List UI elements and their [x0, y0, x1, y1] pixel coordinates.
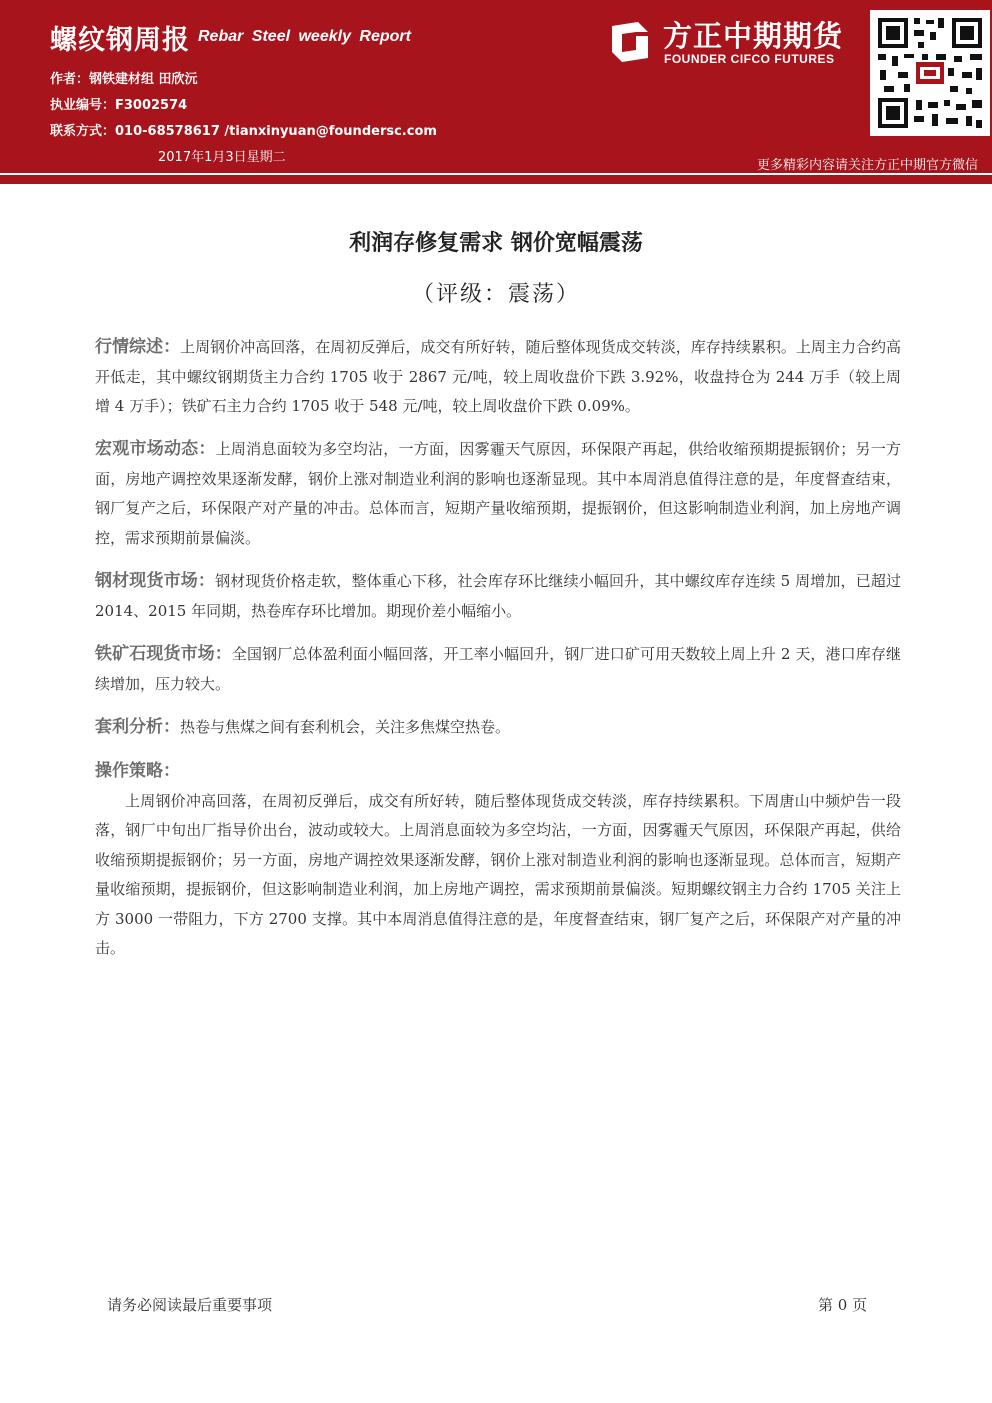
- author-line: 作者：钢铁建材组 田欣沅: [50, 72, 198, 87]
- wechat-note: 更多精彩内容请关注方正中期官方微信: [756, 158, 978, 173]
- section-text: 上周钢价冲高回落，在周初反弹后，成交有所好转，随后整体现货成交转淡，库存持续累积。上周主力合约高开低走，其中螺纹钢期货主力合约 1705 收于 2867 元/吨，较上周收盘价下跌 3.92%，收盘持仓为 244 万手（较上周增 4 万手）；铁矿石主力合约 1705 收于 548 元/吨，较上周收盘价下跌 0.09%。: [95, 338, 902, 415]
- section-label: 宏观市场动态：: [95, 439, 216, 459]
- company-logo-cn: 方正中期期货: [663, 19, 844, 53]
- report-header: [0, 0, 992, 176]
- section-text: 全国钢厂总体盈利面小幅回落，开工率小幅回升，钢厂进口矿可用天数较上周上升 2 天，港口库存继续增加，压力较大。: [95, 645, 902, 693]
- contact-line: 联系方式：010-68578617 /tianxinyuan@foundersc.com: [50, 124, 437, 139]
- section-strategy: [95, 757, 901, 964]
- section-steel-spot: [95, 567, 901, 626]
- strategy-paragraph: 上周钢价冲高回落，在周初反弹后，成交有所好转，随后整体现货成交转淡，库存持续累积。下周唐山中频炉告一段落，钢厂中旬出厂指导价出台，波动或较大。上周消息面较为多空均沾，一方面，因雾霾天气原因，环保限产再起，供给收缩预期提振钢价；另一方面，房地产调控效果逐渐发酵，钢价上涨对制造业利润的影响也逐渐显现。总体而言，短期产量收缩预期，提振钢价，但这影响制造业利润，加上房地产调控，需求预期前景偏淡。短期螺纹钢主力合约 1705 关注上方 3000 一带阻力，下方 2700 支撑。其中本周消息值得注意的是，年度督查结束，钢厂复产之后，环保限产对产量的冲击。: [95, 791, 901, 957]
- rating: （评级：震荡）: [411, 282, 580, 307]
- section-label: 操作策略：: [95, 761, 180, 781]
- section-arbitrage: [95, 713, 901, 743]
- section-iron-ore: [95, 640, 901, 699]
- report-title-cn: 螺纹钢周报: [50, 25, 190, 56]
- license-line: 执业编号：F3002574: [50, 98, 188, 113]
- document-title: 利润存修复需求 钢价宽幅震荡: [349, 231, 643, 256]
- founder-logo-icon: [608, 20, 652, 64]
- footer-notice: 请务必阅读最后重要事项: [107, 1296, 273, 1314]
- section-market-summary: [95, 333, 901, 422]
- section-text: 上周消息面较为多空均沾，一方面，因雾霾天气原因，环保限产再起，供给收缩预期提振钢价；另一方面，房地产调控效果逐渐发酵，钢价上涨对制造业利润的影响也逐渐显现。其中本周消息值得注意的是，年度督查结束，钢厂复产之后，环保限产对产量的冲击。总体而言，短期产量收缩预期，提振钢价，但这影响制造业利润，加上房地产调控，需求预期前景偏淡。: [95, 440, 902, 547]
- section-text: 热卷与焦煤之间有套利机会，关注多焦煤空热卷。: [180, 718, 511, 736]
- section-macro: [95, 435, 901, 553]
- header-bottom-band: [0, 176, 992, 184]
- section-label: 铁矿石现货市场：: [95, 644, 232, 664]
- company-logo-en: FOUNDER CIFCO FUTURES: [664, 52, 835, 66]
- wechat-qr-code: [870, 10, 990, 136]
- header-divider: [0, 173, 992, 175]
- page-number: 第 0 页: [818, 1296, 868, 1314]
- report-title-en: Rebar Steel weekly Report: [198, 28, 411, 45]
- section-label: 钢材现货市场：: [95, 571, 216, 591]
- section-text: 钢材现货价格走软，整体重心下移，社会库存环比继续小幅回升，其中螺纹库存连续 5 周增加，已超过 2014、2015 年同期，热卷库存环比增加。期现价差小幅缩小。: [95, 572, 902, 620]
- section-label: 套利分析：: [95, 717, 180, 737]
- section-label: 行情综述：: [95, 337, 181, 357]
- report-date: 2017年1月3日星期二: [158, 150, 286, 165]
